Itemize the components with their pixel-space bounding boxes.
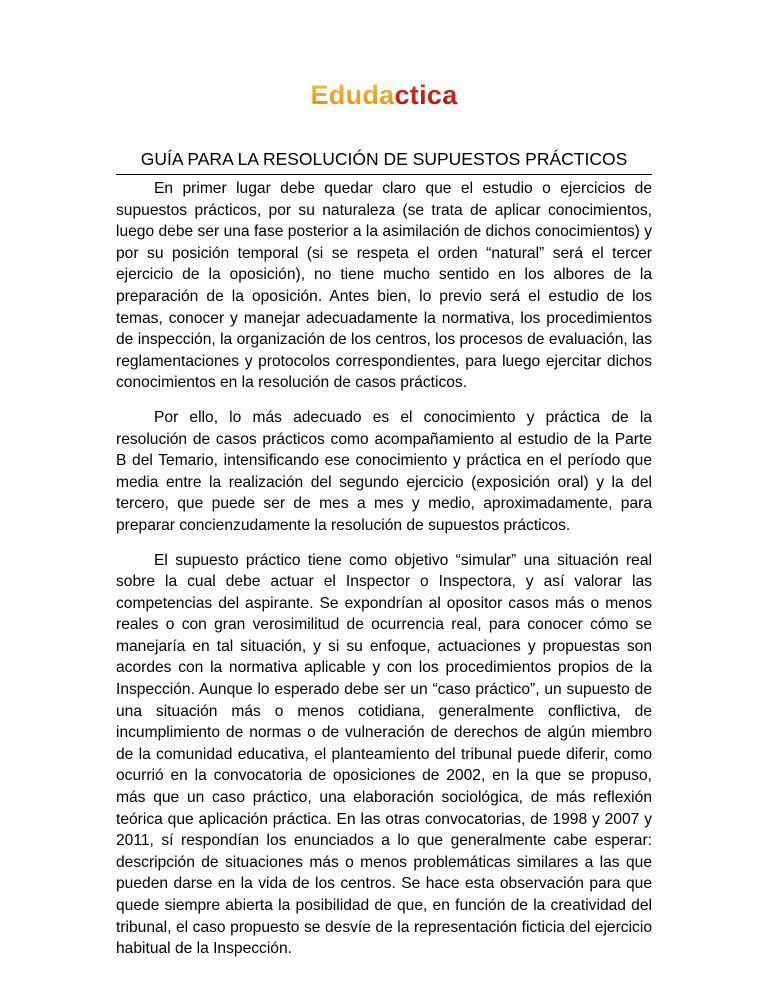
- edudactica-logo: [0, 80, 768, 111]
- title-underline: [116, 174, 652, 175]
- paragraph: Por ello, lo más adecuado es el conocimiento y práctica de la resolución de casos prácticos como acompañamiento al estudio de la Parte B del Temario, intensificando ese conocimiento y práctica en el período que media entre la realización del segundo ejercicio (exposición oral) y la del tercero, que puede ser de mes a mes y medio, aproximadamente, para preparar concienzudamente la resolución de supuestos prácticos.: [116, 408, 652, 534]
- document-body: [116, 178, 652, 973]
- paragraph: El supuesto práctico tiene como objetivo “simular” una situación real sobre la cual debe actuar el Inspector o Inspectora, y así valorar las competencias del aspirante. Se expondrían al opositor casos más o menos reales o con gran verosimilitud de ocurrencia real, para conocer cómo se manejaría en tal situación, y si su enfoque, actuaciones y propuestas son acordes con la normativa aplicable y con los procedimientos propios de la Inspección. Aunque lo esperado debe ser un “caso práctico”, un supuesto de una situación más o menos cotidiana, generalmente conflictiva, de incumplimiento de normas o de vulneración de derechos de algún miembro de la comunidad educativa, el planteamiento del tribunal puede diferir, como ocurrió en la convocatoria de oposiciones de 2002, en la que se propuso, más que un caso práctico, una elaboración sociológica, de más reflexión teórica que aplicación práctica. En las otras convocatorias, de 1998 y 2007 y 2011, sí respondían los enunciados a lo que generalmente cabe esperar: descripción de situaciones más o menos problemáticas similares a las que pueden darse en la vida de los centros. Se hace esta observación para que quede siempre abierta la posibilidad de que, en función de la creatividad del tribunal, el caso propuesto se desvíe de la representación ficticia del ejercicio habitual de la Inspección.: [116, 551, 652, 958]
- document-title: GUÍA PARA LA RESOLUCIÓN DE SUPUESTOS PRÁCTICOS: [140, 149, 628, 169]
- logo-part-2: ctica: [394, 80, 458, 110]
- logo-part-1: Eduda: [310, 80, 395, 110]
- paragraph: En primer lugar debe quedar claro que el estudio o ejercicios de supuestos prácticos, por su naturaleza (se trata de aplicar conocimientos, luego debe ser una fase posterior a la asimilación de dichos conocimientos) y por su posición temporal (si se respeta el orden “natural” será el tercer ejercicio de la oposición), no tiene mucho sentido en los albores de la preparación de la oposición. Antes bien, lo previo será el estudio de los temas, conocer y manejar adecuadamente la normativa, los procedimientos de inspección, la organización de los centros, los procesos de evaluación, las reglamentaciones y protocolos correspondientes, para luego ejercitar dichos conocimientos en la resolución de casos prácticos.: [116, 180, 652, 392]
